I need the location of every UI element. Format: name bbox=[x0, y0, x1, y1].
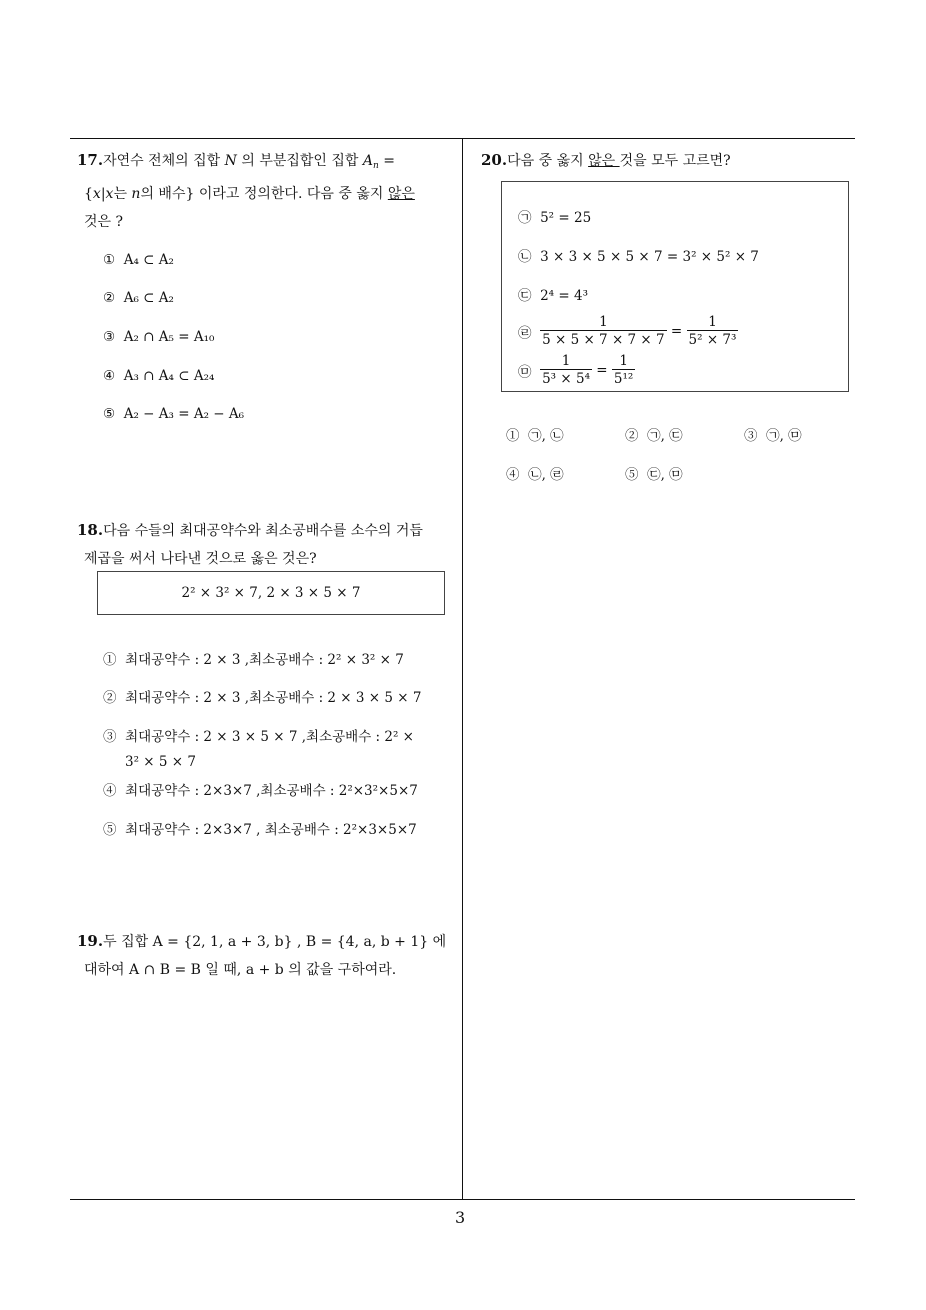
q17-stem-line2: {x|x는 n의 배수} 이라고 정의한다. 다음 중 옳지 않은 bbox=[84, 186, 415, 202]
q18-option-5[interactable]: ⑤ 최대공약수 : 2×3×7 , 최소공배수 : 2²×3×5×7 bbox=[103, 822, 417, 838]
q18-option-4[interactable]: ④ 최대공약수 : 2×3×7 ,최소공배수 : 2²×3²×5×7 bbox=[103, 783, 418, 799]
q17-option-4[interactable]: ④ A₃ ∩ A₄ ⊂ A₂₄ bbox=[103, 368, 215, 384]
q17-stem-line1: 17.자연수 전체의 집합 N 의 부분집합인 집합 $A_n$ = bbox=[77, 151, 396, 171]
q17-option-2[interactable]: ② A₆ ⊂ A₂ bbox=[103, 290, 174, 306]
q17-option-5[interactable]: ⑤ A₂ − A₃ = A₂ − A₆ bbox=[103, 406, 245, 422]
q20-s4-right-fraction: $\frac{1}{\text{5² × 7³}}$ bbox=[688, 314, 737, 348]
q20-statement-5: ㉤ $\frac{1}{\text{5³ × 5⁴}}$ = $\frac{1}{\text{5¹²}}$ bbox=[518, 353, 634, 387]
q20-s4-left-fraction: $\frac{1}{5 \times 5 \times 7 \times 7 \times 7}$ bbox=[542, 314, 665, 348]
q18-option-3[interactable]: ③ 최대공약수 : 2 × 3 × 5 × 7 ,최소공배수 : 2² × 3² × 5 × 7 bbox=[103, 729, 414, 770]
question-18: 18.다음 수들의 최대공약수와 최소공배수를 소수의 거듭 제곱을 써서 나타낸 것으로 옳은 것은? bbox=[77, 521, 423, 567]
q18-box-text: 2² × 3² × 7, 2 × 3 × 5 × 7 bbox=[181, 585, 361, 601]
q17-underline-word: 않은 bbox=[387, 186, 415, 202]
question-17 bbox=[77, 146, 457, 236]
q20-s5-left-fraction: $\frac{1}{\text{5³ × 5⁴}}$ bbox=[542, 353, 590, 387]
q20-s5-right-fraction: $\frac{1}{\text{5¹²}}$ bbox=[613, 353, 634, 387]
page-number: 3 bbox=[455, 1208, 466, 1227]
q18-option-1[interactable]: ① 최대공약수 : 2 × 3 ,최소공배수 : 2² × 3² × 7 bbox=[103, 652, 404, 668]
column-divider bbox=[462, 138, 463, 1200]
q20-number: 20. bbox=[481, 151, 508, 169]
q20-statement-4: ㉣ $\frac{1}{5 \times 5 \times 7 \times 7 \times 7}$ = $\frac{1}{\text{5² × 7³}}$ bbox=[518, 314, 737, 348]
q20-choice-3[interactable]: ③ ㉠, ㉤ bbox=[744, 428, 802, 444]
bottom-rule bbox=[70, 1199, 855, 1200]
q17-option-3[interactable]: ③ A₂ ∩ A₅ = A₁₀ bbox=[103, 329, 215, 345]
q18-number-box bbox=[97, 571, 445, 615]
q20-choice-4[interactable]: ④ ㉡, ㉣ bbox=[506, 467, 564, 483]
q20-statement-1: ㉠ 5² = 25 bbox=[518, 210, 592, 226]
q20-choice-2[interactable]: ② ㉠, ㉢ bbox=[625, 428, 683, 444]
q18-number: 18. bbox=[77, 521, 104, 539]
q20-choice-5[interactable]: ⑤ ㉢, ㉤ bbox=[625, 467, 683, 483]
q20-statement-2: ㉡ 3 × 3 × 5 × 5 × 7 = 3² × 5² × 7 bbox=[518, 249, 759, 265]
q19-number: 19. bbox=[77, 932, 104, 950]
question-19: 19.두 집합 A = {2, 1, a + 3, b} , B = {4, a, b + 1} 에 대하여 A ∩ B = B 일 때, a + b 의 값을 구하여라. bbox=[77, 932, 447, 978]
question-20: 20.다음 중 옳지 않은 것을 모두 고르면? bbox=[481, 151, 731, 169]
q17-number: 17. bbox=[77, 151, 104, 169]
q20-statement-3: ㉢ 2⁴ = 4³ bbox=[518, 288, 588, 304]
q20-choice-1[interactable]: ① ㉠, ㉡ bbox=[506, 428, 564, 444]
q18-option-2[interactable]: ② 최대공약수 : 2 × 3 ,최소공배수 : 2 × 3 × 5 × 7 bbox=[103, 690, 422, 706]
q17-option-1[interactable]: ① A₄ ⊂ A₂ bbox=[103, 252, 174, 268]
q20-underline-word: 않은 bbox=[588, 153, 620, 169]
q17-stem-line3: 것은 ? bbox=[84, 214, 124, 230]
